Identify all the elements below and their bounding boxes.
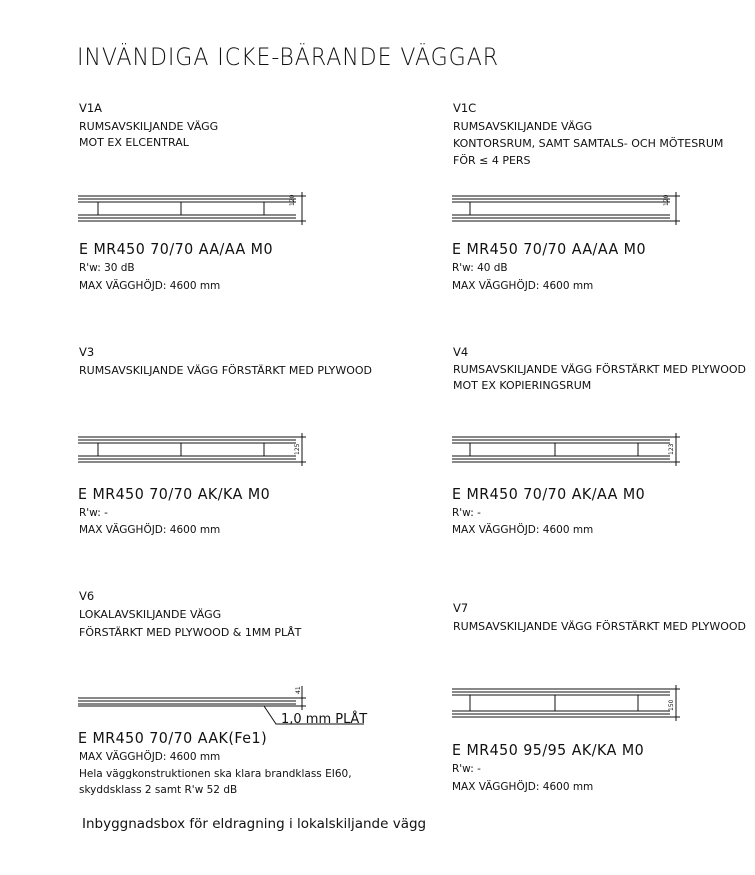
sound-reduction: R'w: 30 dB [79,262,135,274]
wall-code: V1C [453,101,477,115]
wall-description-line: FÖR ≤ 4 PERS [453,154,531,167]
wall-description-line: MOT EX ELCENTRAL [79,136,189,149]
max-wall-height: MAX VÄGGHÖJD: 4600 mm [79,751,221,763]
wall-code: V4 [453,345,469,359]
wall-spec: E MR450 95/95 AK/KA M0 [452,741,645,759]
wall-spec: E MR450 70/70 AA/AA M0 [79,240,273,258]
dimension-label: 120 [289,194,296,206]
max-wall-height: MAX VÄGGHÖJD: 4600 mm [452,280,594,292]
max-wall-height: MAX VÄGGHÖJD: 4600 mm [452,781,594,793]
wall-description-line: LOKALAVSKILJANDE VÄGG [79,608,222,621]
dimension-label: 150 [668,699,675,711]
page-title: INVÄNDIGA ICKE-BÄRANDE VÄGGAR [77,43,499,71]
wall-section-drawing [452,432,692,472]
wall-description-line: RUMSAVSKILJANDE VÄGG [79,120,219,133]
max-wall-height: MAX VÄGGHÖJD: 4600 mm [79,280,221,292]
sound-reduction: R'w: - [452,763,481,775]
wall-description-line: RUMSAVSKILJANDE VÄGG FÖRSTÄRKT MED PLYWOOD [453,620,747,633]
wall-section-drawing [78,188,318,228]
wall-spec: E MR450 70/70 AA/AA M0 [452,240,646,258]
sound-reduction: R'w: 40 dB [452,262,508,274]
wall-description-line: RUMSAVSKILJANDE VÄGG FÖRSTÄRKT MED PLYWOOD [79,364,373,377]
wall-code: V3 [79,345,95,359]
fire-class-note: Hela väggkonstruktionen ska klara brandklass EI60, [79,768,352,780]
wall-spec: E MR450 70/70 AAK(Fe1) [78,729,268,747]
wall-description-line: MOT EX KOPIERINGSRUM [453,379,592,392]
wall-description-line: RUMSAVSKILJANDE VÄGG [453,120,593,133]
dimension-label: 125 [294,443,301,455]
sound-reduction: R'w: - [452,507,481,519]
wall-section-drawing [78,432,318,472]
max-wall-height: MAX VÄGGHÖJD: 4600 mm [452,524,594,536]
fire-class-note: skyddsklass 2 samt R'w 52 dB [79,784,238,796]
dimension-label: 123 [668,443,675,455]
wall-description-line: FÖRSTÄRKT MED PLYWOOD & 1MM PLÅT [79,626,302,639]
dimension-label: 41 [295,686,302,694]
max-wall-height: MAX VÄGGHÖJD: 4600 mm [79,524,221,536]
footer-note: Inbyggnadsbox för eldragning i lokalskiljande vägg [82,816,427,832]
wall-code: V6 [79,589,95,603]
wall-section-drawing [452,684,692,724]
dimension-label: 120 [663,194,670,206]
wall-spec: E MR450 70/70 AK/KA M0 [78,485,271,503]
sound-reduction: R'w: - [79,507,108,519]
wall-section-drawing [452,188,692,228]
plate-label: 1,0 mm PLÅT [281,712,368,727]
wall-description-line: RUMSAVSKILJANDE VÄGG FÖRSTÄRKT MED PLYWOOD [453,363,747,376]
wall-code: V7 [453,601,469,615]
wall-code: V1A [79,101,103,115]
wall-spec: E MR450 70/70 AK/AA M0 [452,485,646,503]
wall-description-line: KONTORSRUM, SAMT SAMTALS- OCH MÖTESRUM [453,137,724,150]
